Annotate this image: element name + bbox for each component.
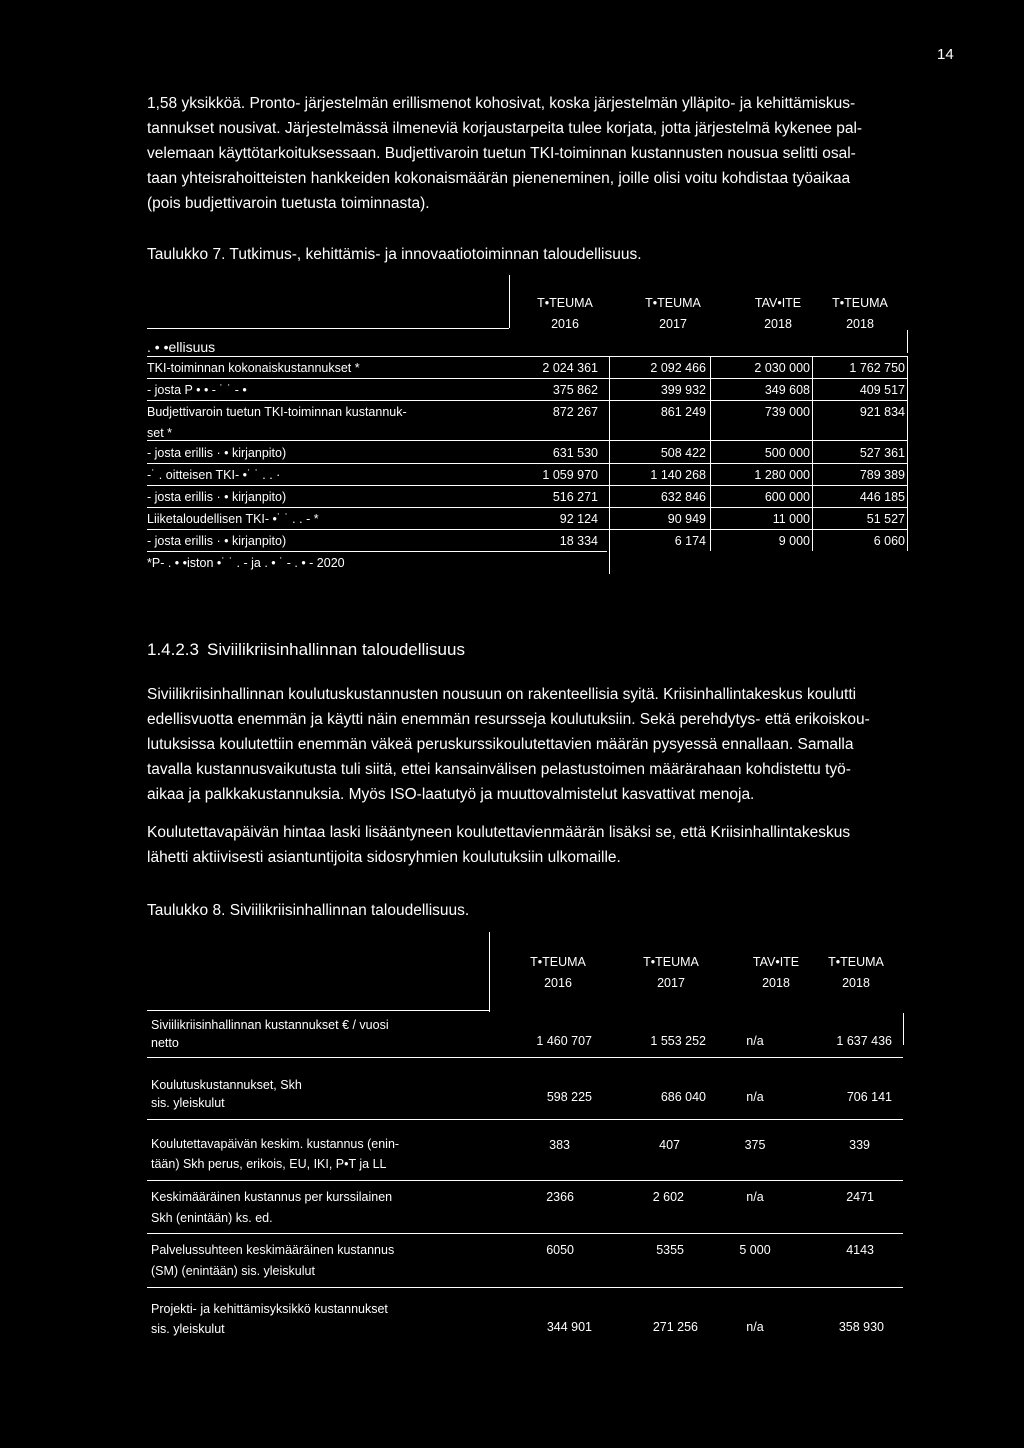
- cell: 527 361: [859, 446, 905, 460]
- paragraph-line: velemaan käyttötarkoituksessaan. Budjettivaroin tuetun TKI-toiminnan kustannusten nousua selitti osal-: [147, 145, 856, 162]
- row-label: Koulutettavapäivän keskim. kustannus (enin-: [151, 1137, 400, 1151]
- table7-section-label: . • •ellisuus: [147, 339, 216, 355]
- cell: 1 637 436: [836, 1034, 892, 1048]
- row-label: Keskimääräinen kustannus per kurssilainen: [151, 1190, 393, 1204]
- row-label: - josta P • • - ˙ ˙ - •: [147, 383, 247, 397]
- cell: 383: [549, 1138, 570, 1152]
- cell: 446 185: [859, 490, 905, 504]
- cell: 6 060: [873, 534, 905, 548]
- cell: 92 124: [559, 512, 598, 526]
- cell: 2 092 466: [650, 361, 706, 375]
- cell: 6050: [546, 1243, 574, 1257]
- cell: 706 141: [846, 1090, 892, 1104]
- table7-header-col2: T•TEUMA 2017: [645, 296, 701, 331]
- cell: 409 517: [859, 383, 905, 397]
- cell: 1 280 000: [754, 468, 810, 482]
- cell: n/a: [746, 1320, 764, 1334]
- paragraph-line: lähetti aktiivisesti asiantuntijoita sidosryhmien koulutuksiin ulkomaille.: [147, 849, 621, 866]
- cell: 349 608: [764, 383, 810, 397]
- table7-header-col3: TAV•ITE 2018: [754, 296, 802, 331]
- paragraph-line: tannukset nousivat. Järjestelmässä ilmeneviä korjaustarpeita tulee korjata, jotta järjestelmä kykenee pal-: [147, 120, 863, 137]
- section-number: 1.4.2.3: [147, 640, 199, 659]
- cell: n/a: [746, 1190, 764, 1204]
- paragraph-line: taan yhteisrahoitteisten hankkeiden kokonaismäärän pieneneminen, joille olisi voitu kohdistaa työaikaa: [147, 170, 851, 187]
- row-label: - josta erillis · • kirjanpito): [147, 490, 287, 504]
- cell: 686 040: [660, 1090, 706, 1104]
- cell: 1 140 268: [650, 468, 706, 482]
- cell: 921 834: [859, 405, 905, 419]
- cell: 789 389: [859, 468, 905, 482]
- table8-header-col2: T•TEUMA 2017: [643, 955, 699, 990]
- table8-header-col1: T•TEUMA 2016: [530, 955, 586, 990]
- paragraph-line: edellisvuotta enemmän ja käytti näin enemmän resursseja koulutuksiin. Sekä perehdytys- että erikoiskou-: [147, 711, 870, 728]
- cell: 51 527: [866, 512, 905, 526]
- table8-caption: Taulukko 8. Siviilikriisinhallinnan taloudellisuus.: [147, 902, 470, 919]
- row-label-continued: Skh (enintään) ks. ed.: [151, 1211, 273, 1225]
- section-title: Siviilikriisinhallinnan taloudellisuus: [207, 640, 465, 659]
- cell: 1 553 252: [650, 1034, 706, 1048]
- cell: 2 030 000: [754, 361, 810, 375]
- table8-header-col3: TAV•ITE 2018: [752, 955, 800, 990]
- paragraph-line: aikaa ja palkkakustannuksia. Myös ISO-laatutyö ja muuttovalmistelut kasvattivat menoja.: [147, 786, 755, 803]
- cell: 4143: [846, 1243, 874, 1257]
- cell: 739 000: [764, 405, 810, 419]
- row-label-continued: netto: [151, 1036, 179, 1050]
- cell: 632 846: [660, 490, 706, 504]
- cell: n/a: [746, 1034, 764, 1048]
- cell: 631 530: [552, 446, 598, 460]
- row-label-continued: sis. yleiskulut: [151, 1322, 225, 1336]
- table7-header-col4: T•TEUMA 2018: [832, 296, 888, 331]
- row-label: Projekti- ja kehittämisyksikkö kustannukset: [151, 1302, 388, 1316]
- cell: 2471: [846, 1190, 874, 1204]
- paragraph-line: (pois budjettivaroin tuetusta toiminnasta).: [147, 195, 430, 212]
- cell: 2 024 361: [542, 361, 598, 375]
- cell: 399 932: [660, 383, 706, 397]
- paragraph-line: Koulutettavapäivän hintaa laski lisääntyneen koulutettavienmäärän lisäksi se, että Kriisinhallintakeskus: [147, 824, 851, 841]
- cell: 500 000: [764, 446, 810, 460]
- cell: 407: [659, 1138, 680, 1152]
- cell: 339: [849, 1138, 870, 1152]
- cell: 2 602: [652, 1190, 684, 1204]
- page-number: 14: [937, 46, 954, 63]
- cell: 375: [744, 1138, 766, 1152]
- row-label: -˙ . oitteisen TKI- •˙ ˙ . . ·: [147, 468, 281, 482]
- cell: 6 174: [674, 534, 706, 548]
- cell: 872 267: [552, 405, 598, 419]
- cell: 9 000: [778, 534, 810, 548]
- table8-header-col4: T•TEUMA 2018: [828, 955, 884, 990]
- row-label: Koulutuskustannukset, Skh: [151, 1078, 302, 1092]
- cell: 5355: [656, 1243, 684, 1257]
- cell: 358 930: [838, 1320, 884, 1334]
- row-label: Budjettivaroin tuetun TKI-toiminnan kustannuk-: [147, 405, 407, 419]
- paragraph-line: lutuksissa koulutettiin enemmän väkeä peruskurssikoulutettavien määrän pysyessä ennallaan. Samalla: [147, 736, 854, 753]
- cell: n/a: [746, 1090, 764, 1104]
- cell: 90 949: [667, 512, 706, 526]
- table7-footnote: *P- . • •iston •˙ ˙ . - ja . • ˙ - . • - 2020: [147, 556, 345, 570]
- cell: 5 000: [739, 1243, 771, 1257]
- cell: 344 901: [546, 1320, 592, 1334]
- cell: 1 460 707: [536, 1034, 592, 1048]
- row-label: - josta erillis · • kirjanpito): [147, 446, 287, 460]
- cell: 18 334: [559, 534, 598, 548]
- cell: 1 762 750: [849, 361, 905, 375]
- row-label: - josta erillis · • kirjanpito): [147, 534, 287, 548]
- row-label-continued: set *: [147, 426, 173, 440]
- cell: 2366: [546, 1190, 574, 1204]
- row-label-continued: (SM) (enintään) sis. yleiskulut: [151, 1264, 315, 1278]
- row-label: Liiketaloudellisen TKI- •˙ ˙ . . - *: [147, 512, 319, 526]
- cell: 600 000: [764, 490, 810, 504]
- cell: 598 225: [546, 1090, 592, 1104]
- row-label-continued: tään) Skh perus, erikois, EU, IKI, P•T ja LL: [151, 1157, 387, 1171]
- row-label-continued: sis. yleiskulut: [151, 1096, 225, 1110]
- cell: 1 059 970: [542, 468, 598, 482]
- row-label: Siviilikriisinhallinnan kustannukset € / vuosi: [151, 1018, 389, 1032]
- cell: 271 256: [652, 1320, 698, 1334]
- paragraph-line: Siviilikriisinhallinnan koulutuskustannusten nousuun on rakenteellisia syitä. Kriisinhallintakeskus koulutti: [147, 686, 857, 703]
- cell: 508 422: [660, 446, 706, 460]
- table7-caption: Taulukko 7. Tutkimus-, kehittämis- ja innovaatiotoiminnan taloudellisuus.: [147, 246, 642, 263]
- row-label: Palvelussuhteen keskimääräinen kustannus: [151, 1243, 395, 1257]
- cell: 861 249: [660, 405, 706, 419]
- paragraph-line: 1,58 yksikköä. Pronto- järjestelmän erillismenot kohosivat, koska järjestelmän ylläpito- ja kehittämiskus-: [147, 95, 856, 112]
- cell: 375 862: [552, 383, 598, 397]
- cell: 11 000: [772, 512, 810, 526]
- row-label: TKI-toiminnan kokonaiskustannukset *: [147, 361, 360, 375]
- paragraph-line: tavalla kustannusvaikutusta tuli siitä, ettei kansainvälisen pelastustoimen määrärahaan kohdistettu työ-: [147, 761, 851, 778]
- cell: 516 271: [552, 490, 598, 504]
- table7-header-col1: T•TEUMA 2016: [537, 296, 593, 331]
